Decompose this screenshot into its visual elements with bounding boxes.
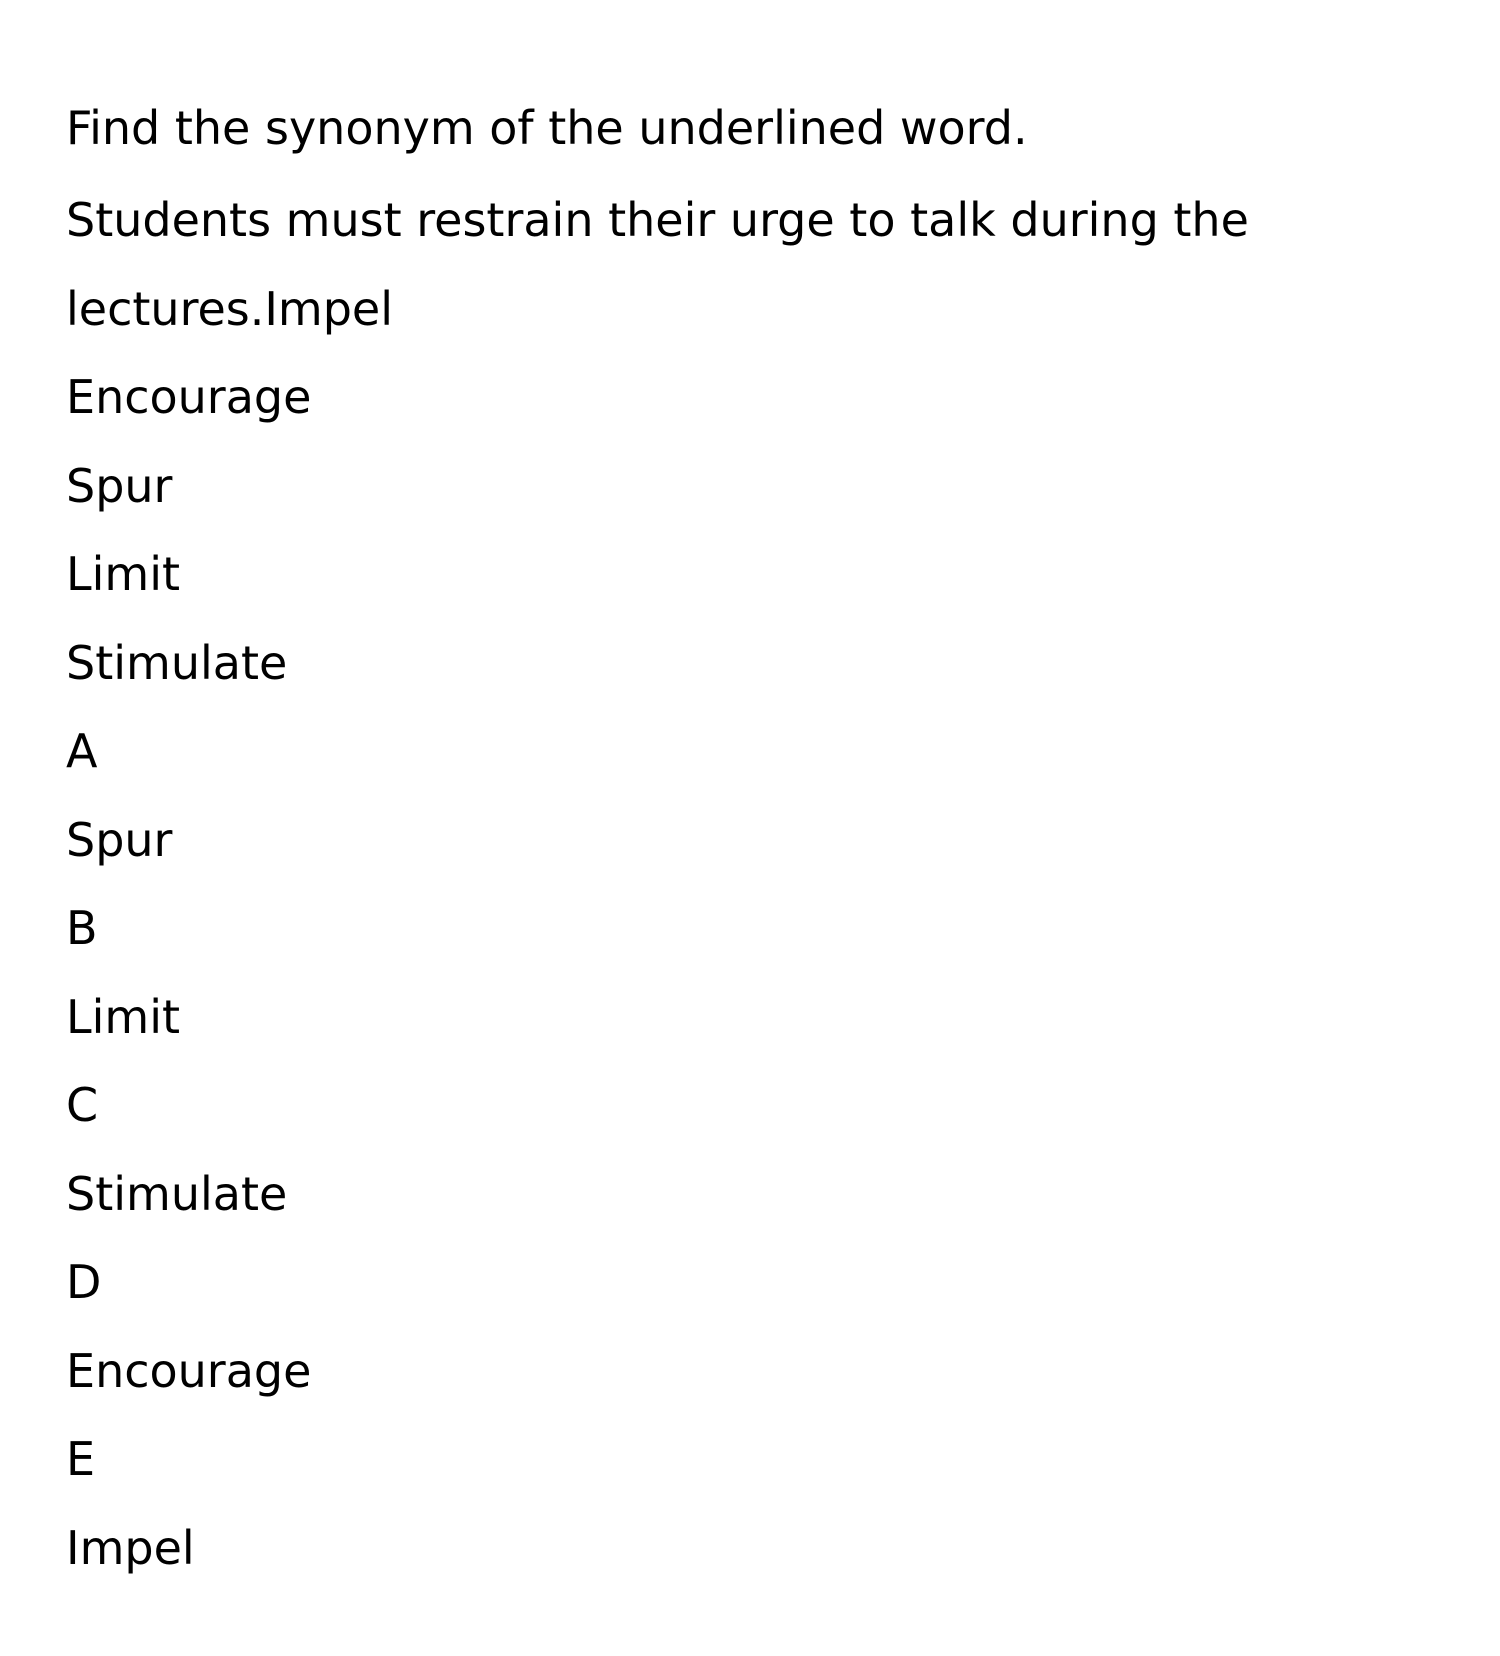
word-list-item: Spur bbox=[66, 458, 173, 513]
answer-letter: D bbox=[66, 1255, 102, 1309]
answer-option-e[interactable] bbox=[66, 1415, 1434, 1592]
word-list bbox=[66, 353, 1434, 707]
answer-option-b[interactable] bbox=[66, 884, 1434, 1061]
answer-text: Stimulate bbox=[66, 1166, 288, 1221]
answer-letter: E bbox=[66, 1432, 96, 1486]
word-list-item: Encourage bbox=[66, 370, 312, 424]
answer-list bbox=[66, 707, 1434, 1592]
question-text: Students must restrain their urge to talk during the lectures.Impel bbox=[66, 193, 1249, 336]
answer-letter: A bbox=[66, 724, 98, 778]
answer-letter: B bbox=[66, 901, 98, 955]
answer-text: Impel bbox=[66, 1520, 195, 1575]
answer-option-d[interactable] bbox=[66, 1238, 1434, 1415]
answer-text: Spur bbox=[66, 812, 173, 867]
answer-option-c[interactable] bbox=[66, 1061, 1434, 1238]
answer-option-a[interactable] bbox=[66, 707, 1434, 884]
word-list-item: Limit bbox=[66, 547, 181, 601]
answer-text: Encourage bbox=[66, 1343, 312, 1398]
answer-text: Limit bbox=[66, 989, 181, 1044]
answer-letter: C bbox=[66, 1078, 99, 1132]
instruction-text: Find the synonym of the underlined word. bbox=[66, 101, 1028, 155]
word-list-item: Stimulate bbox=[66, 635, 288, 690]
